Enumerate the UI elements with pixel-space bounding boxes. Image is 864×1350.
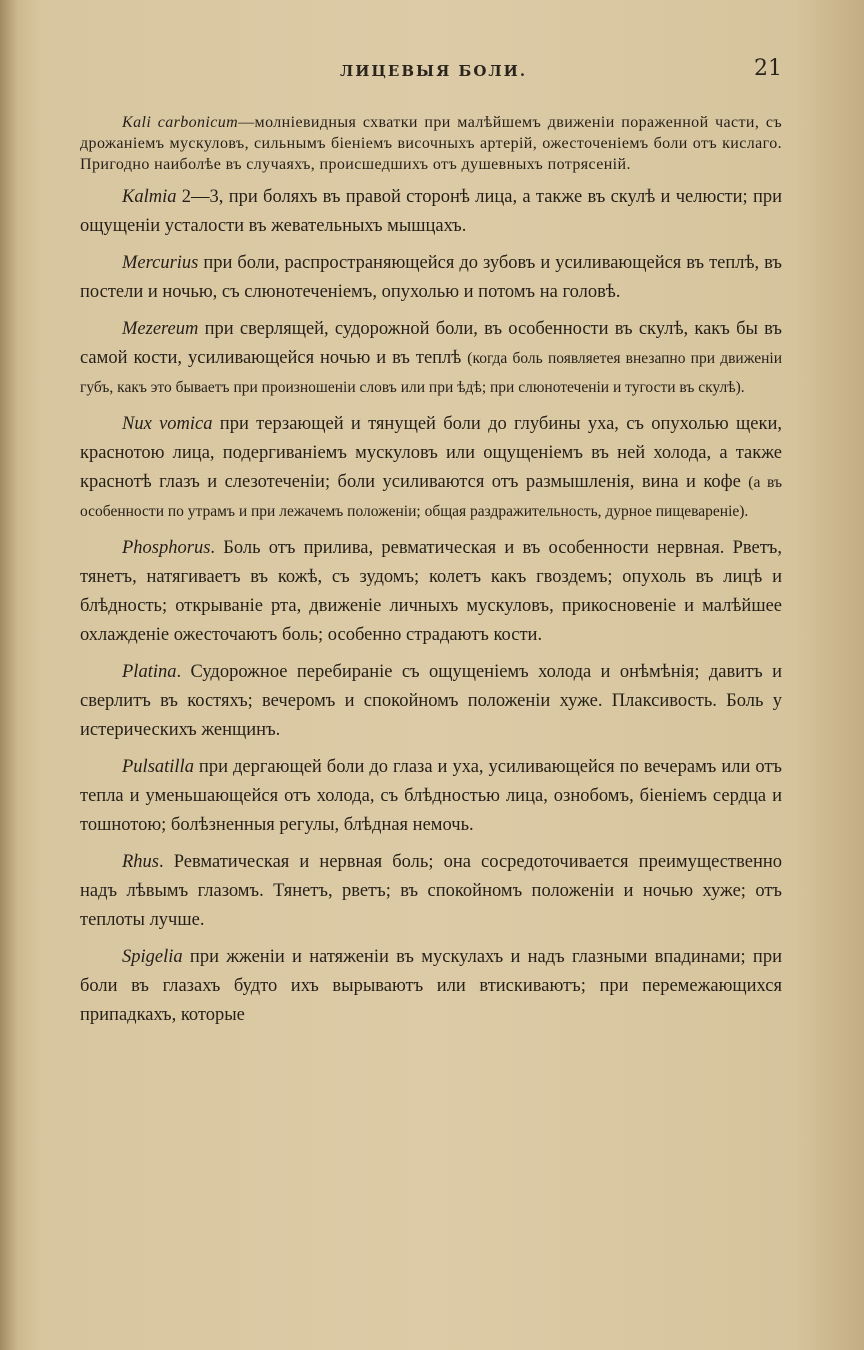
entry-text: при дергающей боли до глаза и уха, усиливающейся по вечерамъ или отъ тепла и уменьшающейся отъ холода, съ блѣдностью лица, ознобомъ, біеніемъ сердца и тошнотою; болѣзненныя регулы, блѣдная немочь. bbox=[80, 757, 782, 835]
remedy-name: Spigelia bbox=[122, 947, 183, 967]
entry-text: при сверлящей, судорожной боли, въ особенности въ скулѣ, какъ бы въ самой кости, усиливающейся ночью и въ теплѣ bbox=[80, 319, 782, 368]
remedy-name: Mezereum bbox=[122, 319, 199, 339]
entry-mezereum bbox=[80, 315, 782, 402]
remedy-name: Phosphorus bbox=[122, 538, 211, 558]
entry-text: при жженіи и натяженіи въ мускулахъ и надъ глазными впадинами; при боли въ глазахъ будто ихъ вырываютъ или втискиваютъ; при перемежающихся припадкахъ, которые bbox=[80, 947, 782, 1025]
entry-rhus bbox=[80, 848, 782, 935]
page-header bbox=[0, 56, 864, 90]
entry-text: при боли, распространяющейся до зубовъ и усиливающейся въ теплѣ, въ постели и ночью, съ слюнотеченіемъ, опухолью и потомъ на головѣ. bbox=[80, 253, 782, 302]
remedy-name: Rhus bbox=[122, 852, 159, 872]
remedy-name: Pulsatilla bbox=[122, 757, 194, 777]
entry-phosphorus bbox=[80, 534, 782, 650]
entry-text: при терзающей и тянущей боли до глубины уха, съ опухолью щеки, краснотою лица, подергиваніемъ мускуловъ или ощущеніемъ въ ней холода, а также краснотѣ глазъ и слезотеченіи; боли усиливаются отъ размышленія, вина и кофе bbox=[80, 414, 782, 492]
entry-text: 2—3, при боляхъ въ правой сторонѣ лица, а также въ скулѣ и челюсти; при ощущеніи усталости въ жевательныхъ мышцахъ. bbox=[80, 187, 782, 236]
entry-nux-vomica bbox=[80, 410, 782, 526]
entry-pulsatilla bbox=[80, 753, 782, 840]
entry-text: . Боль отъ прилива, ревматическая и въ особенности нервная. Рветъ, тянетъ, натягиваетъ въ кожѣ, съ зудомъ; колетъ какъ гвоздемъ; опухоль въ лицѣ и блѣдность; открываніе рта, движеніе личныхъ мускуловъ, прикосновеніе и малѣйшее охлажденіе ожесточаютъ боль; особенно страдаютъ кости. bbox=[80, 538, 782, 645]
entry-text: —молніевидныя схватки при малѣйшемъ движеніи пораженной части, съ дрожаніемъ мускуловъ, сильнымъ біеніемъ височныхъ артерій, ожесточеніемъ боли отъ кислаго. Пригодно наиболѣе въ случаяхъ, происшедшихъ отъ душевныхъ потрясеній. bbox=[80, 114, 782, 173]
entry-platina bbox=[80, 658, 782, 745]
running-title: ЛИЦЕВЫЯ БОЛИ. bbox=[340, 62, 528, 80]
remedy-name: Kalmia bbox=[122, 187, 177, 207]
remedy-name: Kali carbonicum bbox=[122, 114, 239, 131]
remedy-name: Nux vomica bbox=[122, 414, 213, 434]
entry-kalmia bbox=[80, 183, 782, 241]
entry-text: . Судорожное перебираніе съ ощущеніемъ холода и онѣмѣнія; давитъ и сверлитъ въ костяхъ; вечеромъ и спокойномъ положеніи хуже. Плаксивость. Боль у истерическихъ женщинъ. bbox=[80, 662, 782, 740]
page-number: 21 bbox=[754, 56, 782, 81]
entry-text: . Ревматическая и нервная боль; она сосредоточивается преимущественно надъ лѣвымъ глазомъ. Тянетъ, рветъ; въ спокойномъ положеніи и ночью хуже; отъ теплоты лучше. bbox=[80, 852, 782, 930]
entry-spigelia bbox=[80, 943, 782, 1030]
entry-note: (а въ особенности по утрамъ и при лежачемъ положеніи; общая раздражительность, дурное пищевареніе). bbox=[80, 474, 782, 520]
entry-note: (когда боль появляетея внезапно при движеніи губъ, какъ это бываетъ при произношеніи словъ или при ѣдѣ; при слюнотеченіи и тугости въ скулѣ). bbox=[80, 350, 783, 396]
entry-mercurius bbox=[80, 249, 782, 307]
entry-kali-carbonicum bbox=[80, 112, 782, 175]
page-body bbox=[80, 112, 782, 1038]
remedy-name: Platina bbox=[122, 662, 177, 682]
remedy-name: Mercurius bbox=[122, 253, 199, 273]
